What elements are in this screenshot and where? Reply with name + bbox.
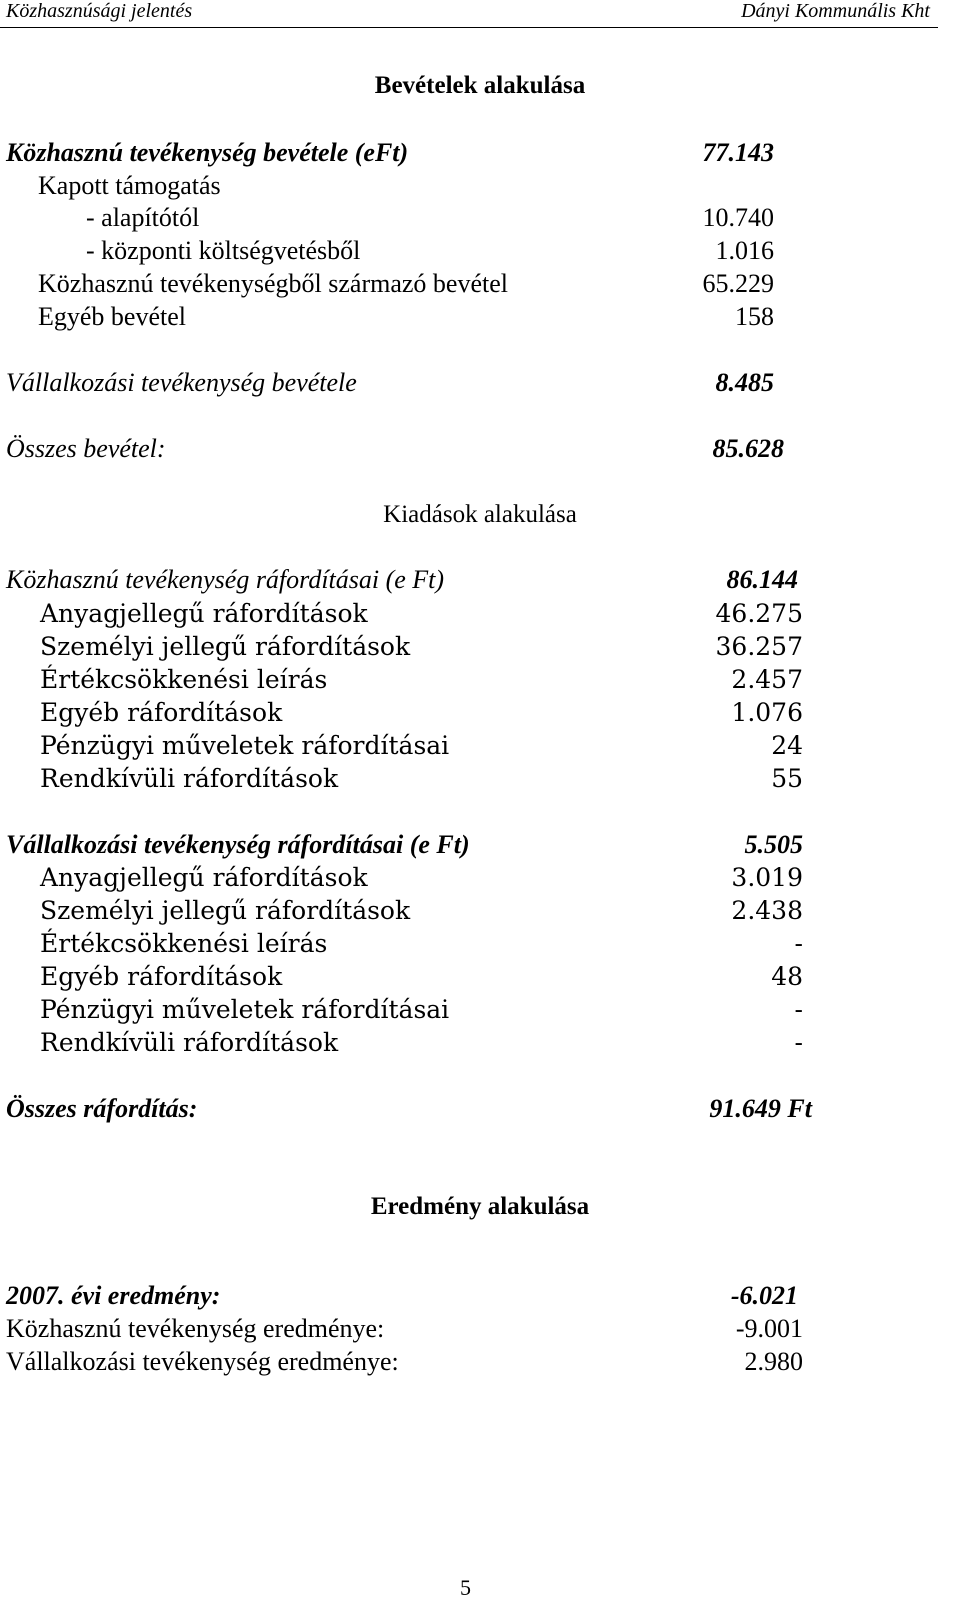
public-expenses-label: Közhasznú tevékenység ráfordításai (e Ft) bbox=[6, 565, 445, 594]
public-result-value: -9.001 bbox=[735, 1314, 803, 1343]
total-income-value: 85.628 bbox=[712, 434, 784, 463]
page-number: 5 bbox=[460, 1575, 471, 1600]
other-income-label: Egyéb bevétel bbox=[38, 302, 186, 331]
public-income-label: Közhasznú tevékenység bevétele (eFt) bbox=[6, 138, 409, 167]
result-title: Eredmény alakulása bbox=[370, 1193, 590, 1220]
year-result-value: -6.021 bbox=[730, 1281, 798, 1310]
business-result-value: 2.980 bbox=[744, 1347, 803, 1376]
public-expense-label: Személyi jellegű ráfordítások bbox=[40, 632, 411, 661]
total-expenses-value: 91.649 Ft bbox=[709, 1094, 812, 1123]
business-expense-value: 2.438 bbox=[731, 896, 803, 925]
public-result-label: Közhasznú tevékenység eredménye: bbox=[6, 1314, 385, 1343]
founder-value: 10.740 bbox=[702, 203, 774, 232]
budget-value: 1.016 bbox=[715, 236, 774, 265]
business-expense-value: - bbox=[794, 929, 803, 958]
business-expense-value: 48 bbox=[771, 962, 803, 991]
total-expenses-label: Összes ráfordítás: bbox=[6, 1094, 198, 1123]
business-expenses-label: Vállalkozási tevékenység ráfordításai (e Ft) bbox=[6, 830, 470, 859]
support-label: Kapott támogatás bbox=[38, 171, 221, 200]
header-rule bbox=[0, 27, 938, 28]
business-income-label: Vállalkozási tevékenység bevétele bbox=[6, 368, 357, 397]
public-expense-label: Anyagjellegű ráfordítások bbox=[40, 599, 368, 628]
business-expense-label: Rendkívüli ráfordítások bbox=[40, 1028, 339, 1057]
expenses-title: Kiadások alakulása bbox=[383, 501, 577, 528]
header-right: Dányi Kommunális Kht bbox=[741, 0, 930, 22]
income-title: Bevételek alakulása bbox=[374, 72, 586, 99]
public-expenses-value: 86.144 bbox=[726, 565, 798, 594]
public-expense-label: Egyéb ráfordítások bbox=[40, 698, 283, 727]
activity-income-value: 65.229 bbox=[702, 269, 774, 298]
public-expense-value: 55 bbox=[771, 764, 803, 793]
business-expense-value: - bbox=[794, 995, 803, 1024]
budget-label: - központi költségvetésből bbox=[86, 236, 361, 265]
public-expense-label: Értékcsökkenési leírás bbox=[40, 665, 328, 694]
business-expense-value: - bbox=[794, 1028, 803, 1057]
business-expense-label: Értékcsökkenési leírás bbox=[40, 929, 328, 958]
public-expense-value: 2.457 bbox=[731, 665, 803, 694]
public-expense-value: 46.275 bbox=[715, 599, 803, 628]
public-income-value: 77.143 bbox=[702, 138, 774, 167]
public-expense-value: 36.257 bbox=[715, 632, 803, 661]
business-expense-label: Anyagjellegű ráfordítások bbox=[40, 863, 368, 892]
public-expense-value: 1.076 bbox=[731, 698, 803, 727]
activity-income-label: Közhasznú tevékenységből származó bevétel bbox=[38, 269, 508, 298]
public-expense-value: 24 bbox=[771, 731, 803, 760]
public-expense-label: Pénzügyi műveletek ráfordításai bbox=[40, 731, 450, 760]
founder-label: - alapítótól bbox=[86, 203, 200, 232]
business-expense-value: 3.019 bbox=[731, 863, 803, 892]
public-expense-label: Rendkívüli ráfordítások bbox=[40, 764, 339, 793]
total-income-label: Összes bevétel: bbox=[6, 434, 166, 463]
business-expense-label: Személyi jellegű ráfordítások bbox=[40, 896, 411, 925]
header-left: Közhasznúsági jelentés bbox=[6, 0, 193, 22]
other-income-value: 158 bbox=[735, 302, 774, 331]
business-income-value: 8.485 bbox=[715, 368, 774, 397]
year-result-label: 2007. évi eredmény: bbox=[6, 1281, 221, 1310]
business-expense-label: Egyéb ráfordítások bbox=[40, 962, 283, 991]
business-expenses-value: 5.505 bbox=[744, 830, 803, 859]
business-expense-label: Pénzügyi műveletek ráfordításai bbox=[40, 995, 450, 1024]
business-result-label: Vállalkozási tevékenység eredménye: bbox=[6, 1347, 399, 1376]
